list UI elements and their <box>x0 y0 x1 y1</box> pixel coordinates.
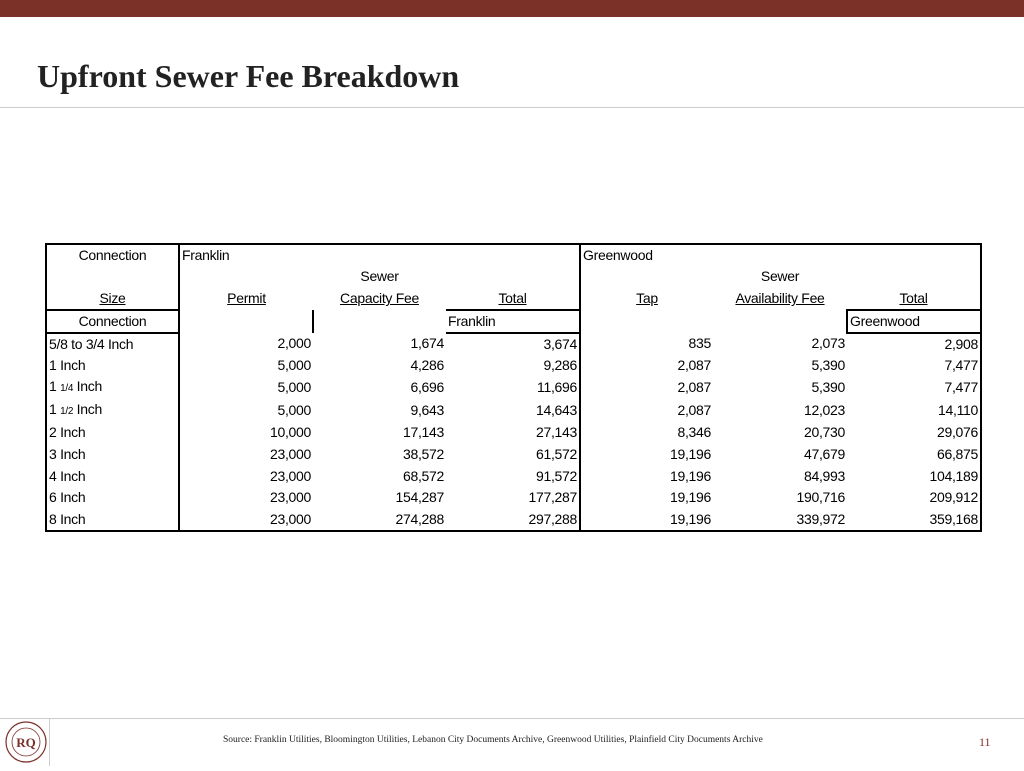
greenwood-total-cell: 14,110 <box>847 399 981 422</box>
header-blank <box>46 266 179 288</box>
total-franklin-header <box>446 288 580 310</box>
franklin-total-cell: 3,674 <box>446 333 580 355</box>
greenwood-total-cell: 29,076 <box>847 422 981 444</box>
capacity-fee-cell: 4,286 <box>410 356 444 373</box>
total-franklin-header-label: Total <box>498 289 527 306</box>
greenwood-total-cell: 7,477 <box>847 376 981 399</box>
franklin-subheader: Franklin <box>446 310 580 333</box>
greenwood-total-cell: 7,477 <box>847 355 981 377</box>
size-cell <box>46 376 179 399</box>
size-cell: 6 Inch <box>46 487 179 509</box>
franklin-total-cell: 27,143 <box>446 422 580 444</box>
header-blank <box>179 266 313 288</box>
tap-cell: 2,087 <box>677 402 711 419</box>
size-whole: 1 <box>49 401 61 418</box>
table-row <box>46 487 981 509</box>
sewer-franklin-header: Sewer <box>360 268 399 285</box>
availability-fee-cell: 190,716 <box>796 489 845 506</box>
availability-fee-cell: 2,073 <box>811 335 845 352</box>
size-cell <box>46 399 179 422</box>
availability-fee-cell: 12,023 <box>803 402 845 419</box>
tap-header <box>580 288 713 310</box>
header-blank <box>713 310 847 333</box>
capacity-fee-cell: 154,287 <box>395 489 444 506</box>
capacity-fee-header <box>313 288 446 310</box>
size-cell: 1 Inch <box>46 355 179 377</box>
header-row-1 <box>46 244 981 266</box>
total-greenwood-header <box>847 288 981 310</box>
greenwood-total-cell: 359,168 <box>847 509 981 531</box>
header-blank <box>847 244 981 266</box>
header-row-4 <box>46 310 981 333</box>
tap-cell: 2,087 <box>677 379 711 396</box>
tap-cell: 835 <box>688 335 711 352</box>
greenwood-total-cell: 66,875 <box>847 444 981 466</box>
table-row <box>46 333 981 355</box>
header-blank <box>580 266 713 288</box>
franklin-total-cell: 14,643 <box>446 399 580 422</box>
franklin-header: Franklin <box>179 244 313 266</box>
logo-text: RQ <box>16 735 36 750</box>
franklin-total-cell: 61,572 <box>446 444 580 466</box>
size-fraction: 1/2 <box>60 406 74 418</box>
size-cell: 8 Inch <box>46 509 179 531</box>
total-greenwood-header-label: Total <box>899 289 928 306</box>
permit-cell: 5,000 <box>277 402 311 419</box>
permit-cell: 23,000 <box>269 489 311 506</box>
greenwood-total-cell: 104,189 <box>847 465 981 487</box>
greenwood-header: Greenwood <box>580 244 713 266</box>
table-row <box>46 509 981 531</box>
tap-cell: 19,196 <box>669 467 711 484</box>
top-accent-bar <box>0 0 1024 17</box>
table-row <box>46 399 981 422</box>
capacity-fee-cell: 17,143 <box>402 424 444 441</box>
permit-cell: 23,000 <box>179 509 313 531</box>
table-row <box>46 444 981 466</box>
capacity-fee-cell: 38,572 <box>402 446 444 463</box>
tap-cell: 19,196 <box>669 489 711 506</box>
capacity-fee-cell: 1,674 <box>410 335 444 352</box>
franklin-total-cell: 297,288 <box>446 509 580 531</box>
availability-fee-cell: 339,972 <box>713 509 847 531</box>
greenwood-subheader: Greenwood <box>847 310 981 333</box>
size-whole: 1 <box>49 378 61 395</box>
availability-fee-cell: 84,993 <box>803 467 845 484</box>
table-row <box>46 465 981 487</box>
permit-cell: 23,000 <box>269 446 311 463</box>
size-header <box>46 288 179 310</box>
franklin-total-cell: 9,286 <box>446 355 580 377</box>
permit-cell: 2,000 <box>277 335 311 352</box>
permit-header <box>179 288 313 310</box>
tap-header-label: Tap <box>636 290 658 307</box>
franklin-total-cell: 91,572 <box>446 465 580 487</box>
table-row <box>46 422 981 444</box>
greenwood-total-cell: 2,908 <box>847 333 981 355</box>
capacity-fee-cell: 274,288 <box>313 509 446 531</box>
header-blank <box>179 310 313 333</box>
page-title: Upfront Sewer Fee Breakdown <box>37 58 460 94</box>
permit-cell: 23,000 <box>269 467 311 484</box>
table-row <box>46 376 981 399</box>
capacity-fee-cell: 6,696 <box>410 379 444 396</box>
availability-fee-header-label: Availability Fee <box>735 290 825 307</box>
availability-fee-cell: 47,679 <box>803 446 845 463</box>
tap-cell: 8,346 <box>677 424 711 441</box>
header-blank <box>713 244 847 266</box>
franklin-total-cell: 11,696 <box>446 376 580 399</box>
franklin-total-cell: 177,287 <box>446 487 580 509</box>
header-row-2 <box>46 266 981 288</box>
availability-fee-cell: 20,730 <box>803 424 845 441</box>
permit-cell: 5,000 <box>277 356 311 373</box>
header-blank <box>847 266 981 288</box>
header-blank <box>580 310 713 333</box>
availability-fee-cell: 5,390 <box>811 379 845 396</box>
tap-cell: 19,196 <box>580 509 713 531</box>
size-cell: 3 Inch <box>46 444 179 466</box>
permit-header-label: Permit <box>227 290 266 307</box>
table-row <box>46 355 981 377</box>
tap-cell: 2,087 <box>677 356 711 373</box>
size-cell: 2 Inch <box>46 422 179 444</box>
header-blank <box>446 244 580 266</box>
page-number: 11 <box>979 735 991 749</box>
availability-fee-cell: 5,390 <box>811 356 845 373</box>
capacity-fee-header-label: Capacity Fee <box>340 290 419 307</box>
sewer-fee-table <box>45 243 982 532</box>
size-unit: Inch <box>73 401 102 418</box>
size-cell: 4 Inch <box>46 465 179 487</box>
tap-cell: 19,196 <box>669 446 711 463</box>
connection-header: Connection <box>46 244 179 266</box>
size-header-label: Size <box>99 289 126 306</box>
footer-divider <box>0 718 1024 719</box>
header-blank <box>313 310 446 333</box>
logo-seal-icon <box>3 718 49 766</box>
size-fraction: 1/4 <box>60 383 74 395</box>
title-divider <box>0 107 1024 108</box>
source-citation: Source: Franklin Utilities, Bloomington Utilities, Lebanon City Documents Archive, Greenwood Utilities, Plainfield City Documents Archive <box>223 735 763 745</box>
connection-subheader: Connection <box>46 310 179 333</box>
capacity-fee-cell: 68,572 <box>402 467 444 484</box>
size-cell: 5/8 to 3/4 Inch <box>46 333 179 355</box>
header-blank <box>446 266 580 288</box>
permit-cell: 5,000 <box>277 379 311 396</box>
greenwood-total-cell: 209,912 <box>847 487 981 509</box>
availability-fee-header <box>713 288 847 310</box>
company-logo <box>3 718 50 766</box>
header-row-3 <box>46 288 981 310</box>
header-blank <box>313 244 446 266</box>
permit-cell: 10,000 <box>269 424 311 441</box>
capacity-fee-cell: 9,643 <box>410 402 444 419</box>
table-body <box>46 244 981 531</box>
size-unit: Inch <box>73 378 102 395</box>
sewer-greenwood-header: Sewer <box>760 268 800 285</box>
